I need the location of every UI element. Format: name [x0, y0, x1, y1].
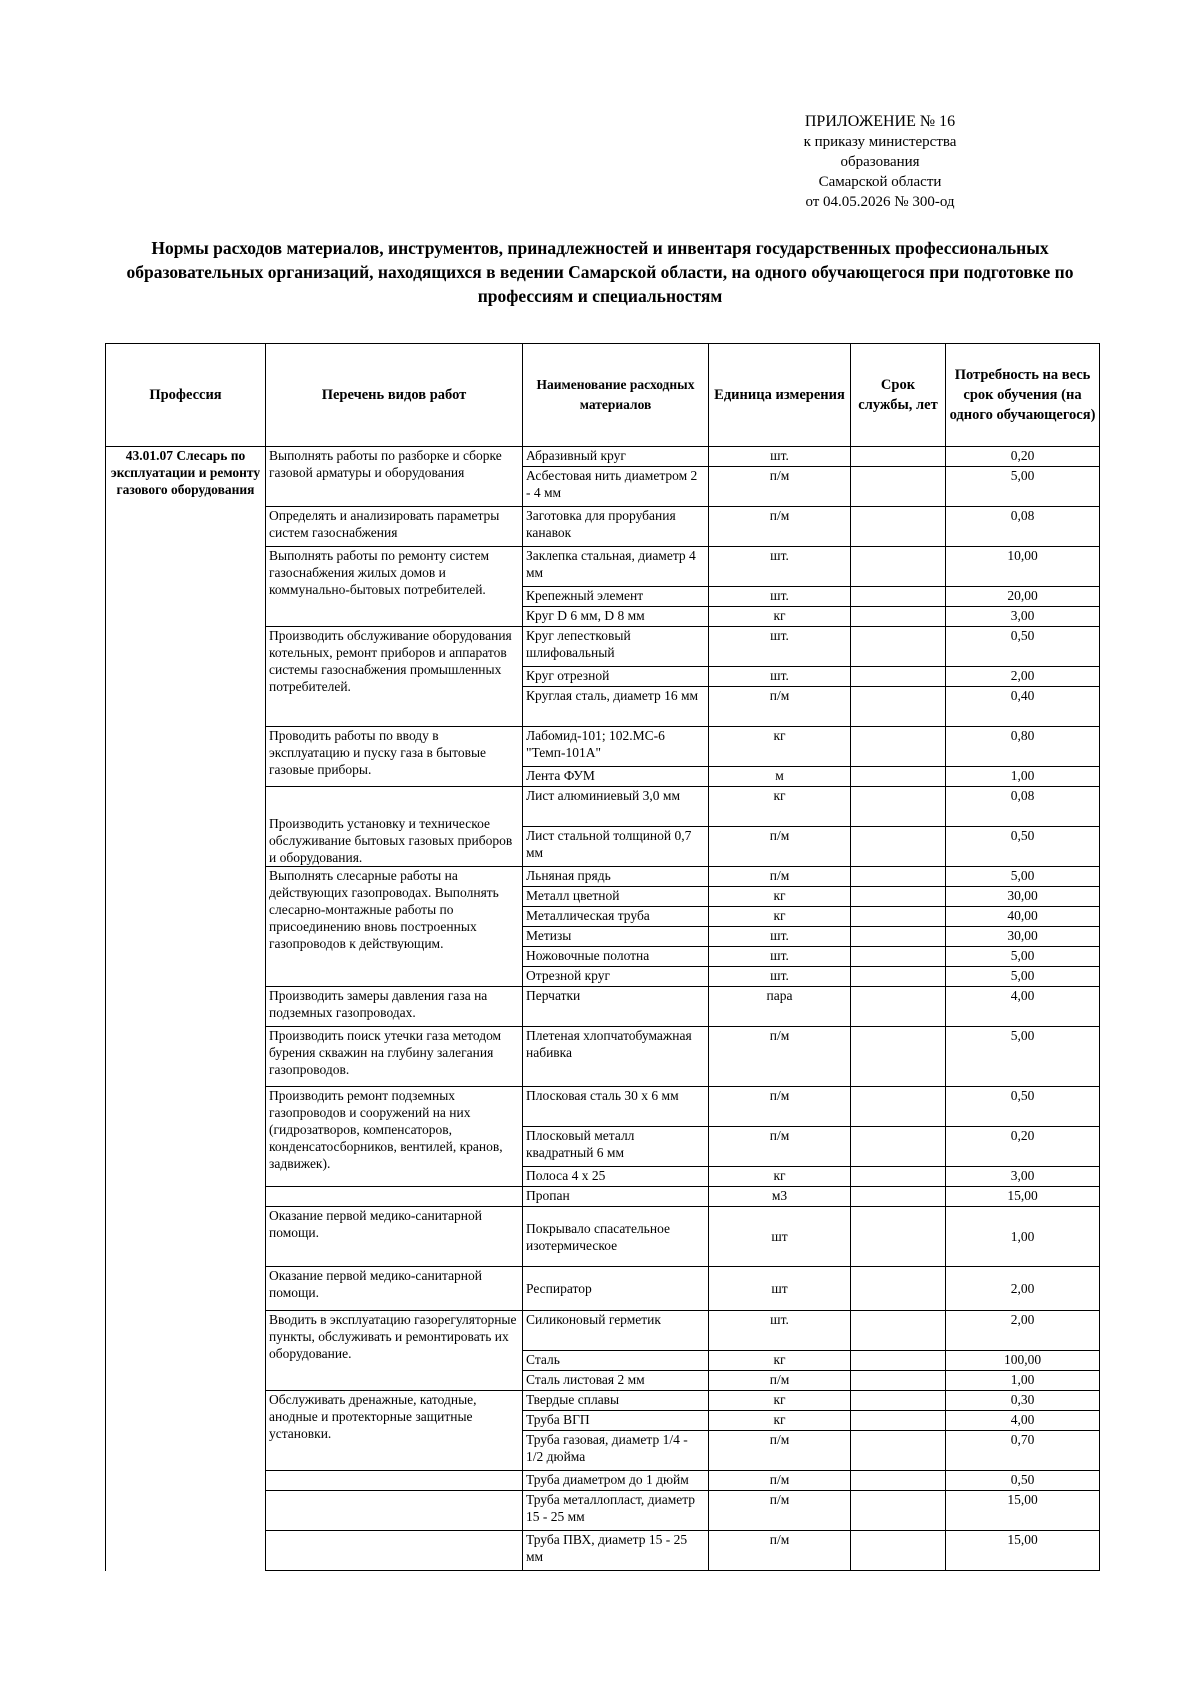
service-life-cell	[851, 547, 946, 587]
material-cell: Круглая сталь, диаметр 16 мм	[523, 687, 709, 727]
unit-cell: шт.	[709, 627, 851, 667]
service-life-cell	[851, 827, 946, 867]
unit-cell: шт.	[709, 547, 851, 587]
profession-cell: 43.01.07 Слесарь по эксплуатации и ремонту газового оборудования	[106, 447, 266, 1571]
material-cell: Покрывало спасательное изотермическое	[523, 1207, 709, 1267]
appendix-line: к приказу министерства	[803, 134, 957, 150]
unit-cell: кг	[709, 607, 851, 627]
work-cell	[266, 1187, 523, 1207]
unit-cell: м3	[709, 1187, 851, 1207]
need-cell: 20,00	[946, 587, 1100, 607]
appendix-line: от 04.05.2026 № 300-од	[805, 194, 955, 210]
service-life-cell	[851, 1127, 946, 1167]
header-unit: Единица измерения	[709, 344, 851, 447]
work-cell: Оказание первой медико-санитарной помощи.	[266, 1207, 523, 1267]
need-cell: 4,00	[946, 987, 1100, 1027]
need-cell: 3,00	[946, 1167, 1100, 1187]
material-cell: Заклепка стальная, диаметр 4 мм	[523, 547, 709, 587]
service-life-cell	[851, 1267, 946, 1311]
need-cell: 0,50	[946, 1087, 1100, 1127]
service-life-cell	[851, 587, 946, 607]
service-life-cell	[851, 1351, 946, 1371]
material-cell: Плосковая сталь 30 х 6 мм	[523, 1087, 709, 1127]
service-life-cell	[851, 1491, 946, 1531]
unit-cell: п/м	[709, 1491, 851, 1531]
need-cell: 1,00	[946, 1371, 1100, 1391]
material-cell: Силиконовый герметик	[523, 1311, 709, 1351]
need-cell: 5,00	[946, 967, 1100, 987]
unit-cell: шт.	[709, 967, 851, 987]
work-cell: Проводить работы по вводу в эксплуатацию и пуску газа в бытовые газовые приборы.	[266, 727, 523, 787]
material-cell: Пропан	[523, 1187, 709, 1207]
appendix-title: ПРИЛОЖЕНИЕ № 16	[804, 113, 956, 130]
unit-cell: пара	[709, 987, 851, 1027]
need-cell: 4,00	[946, 1411, 1100, 1431]
unit-cell: п/м	[709, 827, 851, 867]
service-life-cell	[851, 1087, 946, 1127]
work-cell: Производить ремонт подземных газопроводов и сооружений на них (гидрозатворов, компенсаторов, конденсатосборников, вентилей, кранов, задвижек).	[266, 1087, 523, 1187]
unit-cell: шт.	[709, 1311, 851, 1351]
material-cell: Круг D 6 мм, D 8 мм	[523, 607, 709, 627]
work-cell: Производить обслуживание оборудования котельных, ремонт приборов и аппаратов системы газоснабжения промышленных потребителей.	[266, 627, 523, 727]
service-life-cell	[851, 447, 946, 467]
need-cell: 1,00	[946, 767, 1100, 787]
material-cell: Отрезной круг	[523, 967, 709, 987]
unit-cell: м	[709, 767, 851, 787]
unit-cell: п/м	[709, 1087, 851, 1127]
work-cell: Производить поиск утечки газа методом бурения скважин на глубину залегания газопроводов.	[266, 1027, 523, 1087]
need-cell: 1,00	[946, 1207, 1100, 1267]
service-life-cell	[851, 467, 946, 507]
service-life-cell	[851, 927, 946, 947]
header-service-life: Срок службы, лет	[851, 344, 946, 447]
work-cell: Оказание первой медико-санитарной помощи.	[266, 1267, 523, 1311]
need-cell: 2,00	[946, 667, 1100, 687]
material-cell: Труба газовая, диаметр 1/4 - 1/2 дюйма	[523, 1431, 709, 1471]
unit-cell: кг	[709, 907, 851, 927]
work-cell: Производить установку и техническое обслуживание бытовых газовых приборов и оборудования.	[266, 787, 523, 867]
unit-cell: кг	[709, 787, 851, 827]
unit-cell: шт.	[709, 947, 851, 967]
service-life-cell	[851, 967, 946, 987]
material-cell: Асбестовая нить диаметром 2 - 4 мм	[523, 467, 709, 507]
material-cell: Плетеная хлопчатобумажная набивка	[523, 1027, 709, 1087]
work-cell	[266, 1471, 523, 1491]
need-cell: 100,00	[946, 1351, 1100, 1371]
unit-cell: кг	[709, 1391, 851, 1411]
service-life-cell	[851, 1391, 946, 1411]
need-cell: 0,40	[946, 687, 1100, 727]
unit-cell: кг	[709, 727, 851, 767]
material-cell: Лист стальной толщиной 0,7 мм	[523, 827, 709, 867]
need-cell: 30,00	[946, 887, 1100, 907]
table-row	[106, 447, 1100, 467]
service-life-cell	[851, 627, 946, 667]
appendix-block	[760, 112, 1000, 212]
work-cell: Выполнять слесарные работы на действующих газопроводах. Выполнять слесарно-монтажные работы по присоединению вновь построенных газопроводов к действующим.	[266, 867, 523, 987]
material-cell: Лист алюминиевый 3,0 мм	[523, 787, 709, 827]
material-cell: Плосковый металл квадратный 6 мм	[523, 1127, 709, 1167]
header-profession: Профессия	[106, 344, 266, 447]
unit-cell: шт.	[709, 927, 851, 947]
service-life-cell	[851, 787, 946, 827]
material-cell: Крепежный элемент	[523, 587, 709, 607]
unit-cell: кг	[709, 1411, 851, 1431]
unit-cell: п/м	[709, 507, 851, 547]
service-life-cell	[851, 1167, 946, 1187]
material-cell: Заготовка для прорубания канавок	[523, 507, 709, 547]
unit-cell: шт.	[709, 447, 851, 467]
service-life-cell	[851, 687, 946, 727]
work-cell	[266, 1491, 523, 1531]
material-cell: Метизы	[523, 927, 709, 947]
service-life-cell	[851, 867, 946, 887]
material-cell: Лабомид-101; 102.МС-6 "Темп-101А"	[523, 727, 709, 767]
need-cell: 15,00	[946, 1187, 1100, 1207]
unit-cell: п/м	[709, 1431, 851, 1471]
service-life-cell	[851, 947, 946, 967]
work-cell: Выполнять работы по ремонту систем газоснабжения жилых домов и коммунально-бытовых потребителей.	[266, 547, 523, 627]
unit-cell: шт.	[709, 587, 851, 607]
need-cell: 0,50	[946, 1471, 1100, 1491]
service-life-cell	[851, 907, 946, 927]
service-life-cell	[851, 607, 946, 627]
service-life-cell	[851, 767, 946, 787]
service-life-cell	[851, 1411, 946, 1431]
need-cell: 0,08	[946, 787, 1100, 827]
unit-cell: шт	[709, 1267, 851, 1311]
need-cell: 2,00	[946, 1311, 1100, 1351]
need-cell: 40,00	[946, 907, 1100, 927]
material-cell: Труба металлопласт, диаметр 15 - 25 мм	[523, 1491, 709, 1531]
material-cell: Труба диаметром до 1 дюйм	[523, 1471, 709, 1491]
norms-table	[105, 343, 1100, 1571]
material-cell: Сталь	[523, 1351, 709, 1371]
material-cell: Лента ФУМ	[523, 767, 709, 787]
unit-cell: п/м	[709, 1471, 851, 1491]
material-cell: Труба ПВХ, диаметр 15 - 25 мм	[523, 1531, 709, 1571]
table-header-row	[106, 344, 1100, 447]
need-cell: 0,50	[946, 627, 1100, 667]
unit-cell: п/м	[709, 687, 851, 727]
work-cell: Обслуживать дренажные, катодные, анодные и протекторные защитные установки.	[266, 1391, 523, 1471]
material-cell: Перчатки	[523, 987, 709, 1027]
work-cell: Вводить в эксплуатацию газорегуляторные пункты, обслуживать и ремонтировать их оборудование.	[266, 1311, 523, 1391]
material-cell: Сталь листовая 2 мм	[523, 1371, 709, 1391]
service-life-cell	[851, 887, 946, 907]
material-cell: Труба ВГП	[523, 1411, 709, 1431]
unit-cell: п/м	[709, 1127, 851, 1167]
work-cell	[266, 1531, 523, 1571]
service-life-cell	[851, 1531, 946, 1571]
material-cell: Круг лепестковый шлифовальный	[523, 627, 709, 667]
need-cell: 0,20	[946, 447, 1100, 467]
service-life-cell	[851, 727, 946, 767]
unit-cell: кг	[709, 1167, 851, 1187]
appendix-line: образования	[840, 154, 920, 170]
service-life-cell	[851, 1311, 946, 1351]
material-cell: Ножовочные полотна	[523, 947, 709, 967]
need-cell: 0,70	[946, 1431, 1100, 1471]
work-cell: Производить замеры давления газа на подземных газопроводах.	[266, 987, 523, 1027]
service-life-cell	[851, 987, 946, 1027]
need-cell: 0,50	[946, 827, 1100, 867]
header-need: Потребность на весь срок обучения (на одного обучающегося)	[946, 344, 1100, 447]
need-cell: 15,00	[946, 1531, 1100, 1571]
unit-cell: п/м	[709, 1027, 851, 1087]
need-cell: 0,30	[946, 1391, 1100, 1411]
service-life-cell	[851, 1431, 946, 1471]
unit-cell: п/м	[709, 467, 851, 507]
service-life-cell	[851, 1471, 946, 1491]
unit-cell: п/м	[709, 1531, 851, 1571]
material-cell: Круг отрезной	[523, 667, 709, 687]
material-cell: Металлическая труба	[523, 907, 709, 927]
need-cell: 3,00	[946, 607, 1100, 627]
material-cell: Металл цветной	[523, 887, 709, 907]
unit-cell: п/м	[709, 1371, 851, 1391]
unit-cell: кг	[709, 1351, 851, 1371]
need-cell: 15,00	[946, 1491, 1100, 1531]
unit-cell: п/м	[709, 867, 851, 887]
document-title: Нормы расходов материалов, инструментов, принадлежностей и инвентаря государственных профессиональных образовательных организаций, находящихся в ведении Самарской области, на одного обучающегося при подготовке по профессиям и специальностям	[126, 238, 1074, 306]
material-cell: Твердые сплавы	[523, 1391, 709, 1411]
appendix-line: Самарской области	[818, 174, 942, 190]
service-life-cell	[851, 1207, 946, 1267]
need-cell: 5,00	[946, 1027, 1100, 1087]
header-material: Наименование расходных материалов	[523, 344, 709, 447]
need-cell: 5,00	[946, 867, 1100, 887]
work-cell: Определять и анализировать параметры систем газоснабжения	[266, 507, 523, 547]
need-cell: 30,00	[946, 927, 1100, 947]
unit-cell: шт	[709, 1207, 851, 1267]
unit-cell: кг	[709, 887, 851, 907]
header-works: Перечень видов работ	[266, 344, 523, 447]
need-cell: 5,00	[946, 467, 1100, 507]
material-cell: Респиратор	[523, 1267, 709, 1311]
table-body	[106, 447, 1100, 1571]
service-life-cell	[851, 1027, 946, 1087]
need-cell: 0,80	[946, 727, 1100, 767]
service-life-cell	[851, 1187, 946, 1207]
material-cell: Абразивный круг	[523, 447, 709, 467]
need-cell: 2,00	[946, 1267, 1100, 1311]
service-life-cell	[851, 1371, 946, 1391]
need-cell: 10,00	[946, 547, 1100, 587]
material-cell: Полоса 4 х 25	[523, 1167, 709, 1187]
need-cell: 0,20	[946, 1127, 1100, 1167]
service-life-cell	[851, 507, 946, 547]
need-cell: 5,00	[946, 947, 1100, 967]
unit-cell: шт.	[709, 667, 851, 687]
work-cell: Выполнять работы по разборке и сборке газовой арматуры и оборудования	[266, 447, 523, 507]
material-cell: Льняная прядь	[523, 867, 709, 887]
service-life-cell	[851, 667, 946, 687]
need-cell: 0,08	[946, 507, 1100, 547]
